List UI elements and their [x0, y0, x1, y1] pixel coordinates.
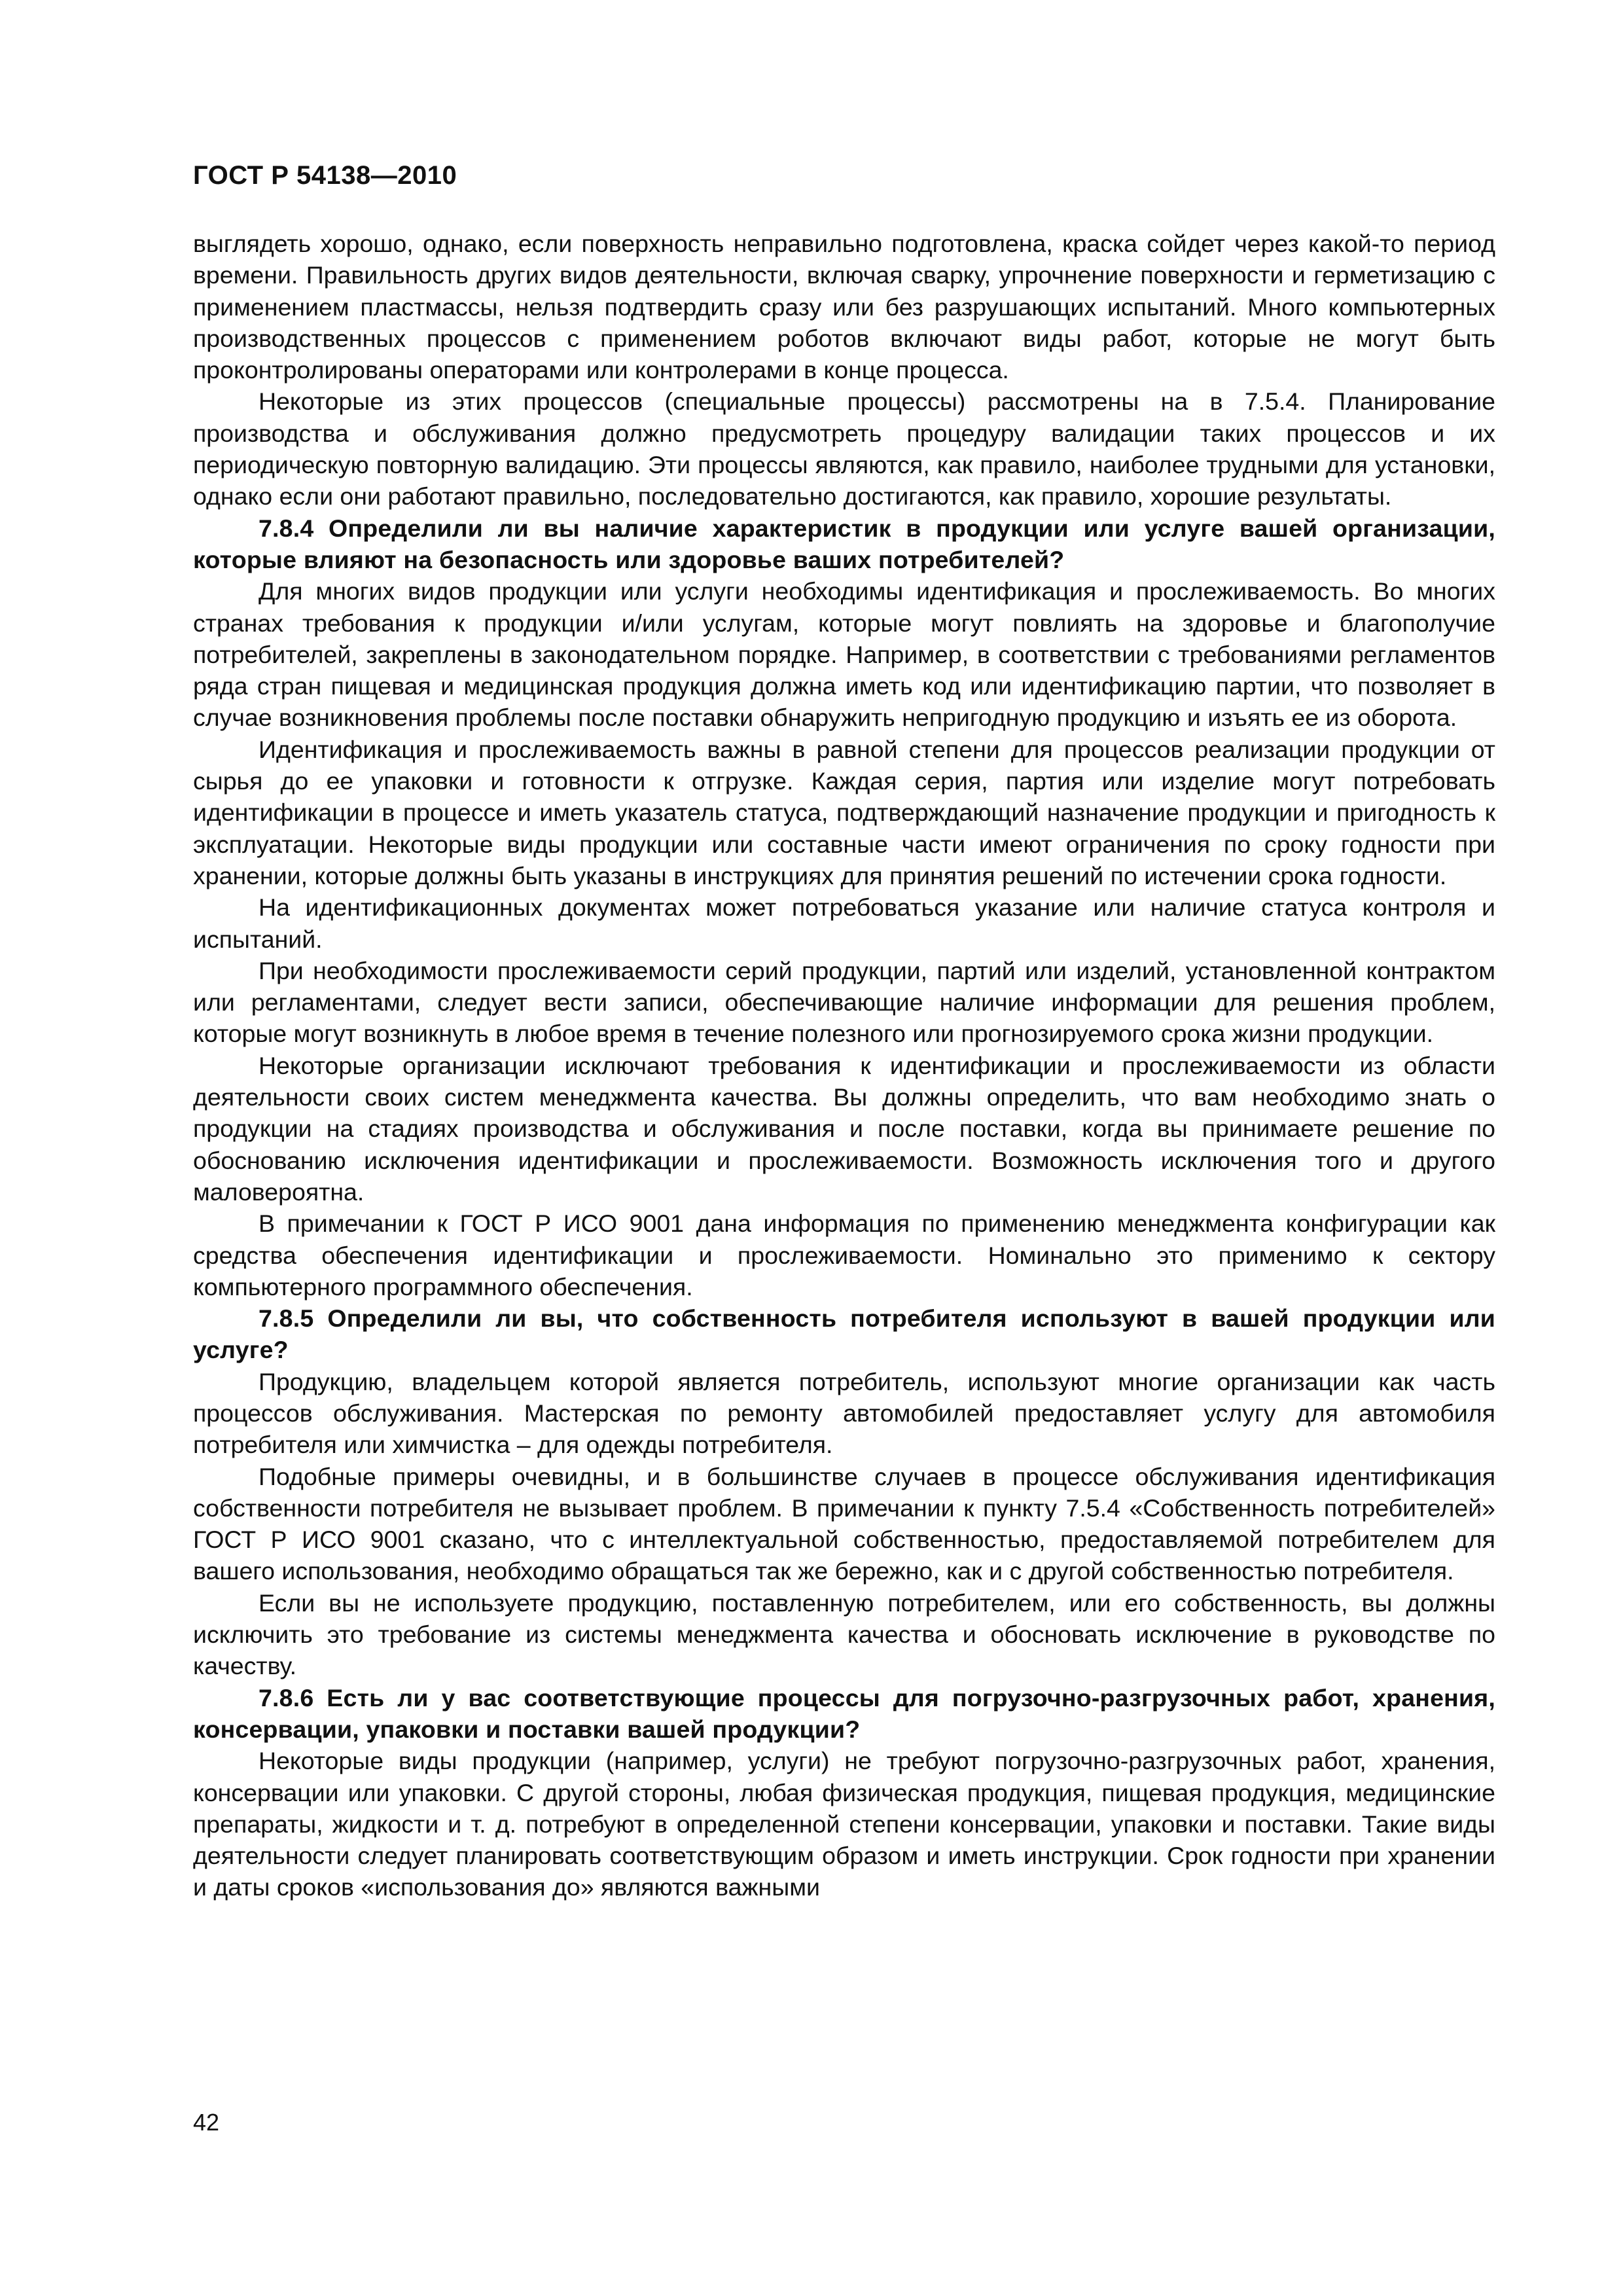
paragraph: Продукцию, владельцем которой является потребитель, используют многие организации как часть процессов обслуживания. Мастерская по ремонту автомобилей предоставляет услугу для автомобиля потребителя или химчистка – для одежды потребителя.	[193, 1367, 1495, 1459]
page-number: 42	[193, 2109, 220, 2136]
section-heading-7-8-6: 7.8.6 Есть ли у вас соответствующие процессы для погрузочно-разгрузочных работ, хранения, консервации, упаковки и поставки вашей продукции?	[193, 1683, 1495, 1743]
document-header: ГОСТ Р 54138—2010	[193, 161, 457, 190]
paragraph: При необходимости прослеживаемости серий продукции, партий или изделий, установленной контрактом или регламентами, следует вести записи, обеспечивающие наличие информации для решения проблем, которые могут возникнуть в любое время в течение полезного или прогнозируемого срока жизни продукции.	[193, 956, 1495, 1048]
paragraph: Некоторые из этих процессов (специальные процессы) рассмотрены на в 7.5.4. Планирование производства и обслуживания должно предусмотреть процедуру валидации таких процессов и их периодическую повторную валидацию. Эти процессы являются, как правило, наиболее трудными для установки, однако если они работают правильно, последовательно достигаются, как правило, хорошие результаты.	[193, 387, 1495, 511]
paragraph: Некоторые организации исключают требования к идентификации и прослеживаемости из области деятельности своих систем менеджмента качества. Вы должны определить, что вам необходимо знать о продукции на стадиях производства и обслуживания и после поставки, когда вы принимаете решение по обоснованию исключения идентификации и прослеживаемости. Возможность исключения того и другого маловероятна.	[193, 1051, 1495, 1206]
document-body	[193, 228, 1495, 1903]
paragraph: Для многих видов продукции или услуги необходимы идентификация и прослеживаемость. Во многих странах требования к продукции и/или услугам, которые могут повлиять на здоровье и благополучие потребителей, закреплены в законодательном порядке. Например, в соответствии с требованиями регламентов ряда стран пищевая и медицинская продукция должна иметь код или идентификацию партии, что позволяет в случае возникновения проблемы после поставки обнаружить непригодную продукцию и изъять ее из оборота.	[193, 577, 1495, 732]
paragraph: На идентификационных документах может потребоваться указание или наличие статуса контроля и испытаний.	[193, 893, 1495, 953]
paragraph: Идентификация и прослеживаемость важны в равной степени для процессов реализации продукции от сырья до ее упаковки и готовности к отгрузке. Каждая серия, партия или изделие могут потребовать идентификации в процессе и иметь указатель статуса, подтверждающий назначение продукции и пригодность к эксплуатации. Некоторые виды продукции или составные части имеют ограничения по сроку годности при хранении, которые должны быть указаны в инструкциях для принятия решений по истечении срока годности.	[193, 735, 1495, 889]
paragraph: Подобные примеры очевидны, и в большинстве случаев в процессе обслуживания идентификация собственности потребителя не вызывает проблем. В примечании к пункту 7.5.4 «Собственность потребителей» ГОСТ Р ИСО 9001 сказано, что с интеллектуальной собственностью, предоставляемой потребителем для вашего использования, необходимо обращаться так же бережно, как и с другой собственностью потребителя.	[193, 1462, 1495, 1585]
paragraph: Некоторые виды продукции (например, услуги) не требуют погрузочно-разгрузочных работ, хранения, консервации или упаковки. С другой стороны, любая физическая продукция, пищевая продукция, медицинские препараты, жидкости и т. д. потребуют в определенной степени консервации, упаковки и поставки. Такие виды деятельности следует планировать соответствующим образом и иметь инструкции. Срок годности при хранении и даты сроков «использования до» являются важными	[193, 1747, 1495, 1901]
paragraph: В примечании к ГОСТ Р ИСО 9001 дана информация по применению менеджмента конфигурации как средства обеспечения идентификации и прослеживаемости. Номинально это применимо к сектору компьютерного программного обеспечения.	[193, 1210, 1495, 1300]
section-heading-7-8-5: 7.8.5 Определили ли вы, что собственность потребителя используют в вашей продукции или услуге?	[193, 1304, 1495, 1364]
section-heading-7-8-4: 7.8.4 Определили ли вы наличие характеристик в продукции или услуге вашей организации, которые влияют на безопасность или здоровье ваших потребителей?	[193, 514, 1495, 573]
paragraph: выглядеть хорошо, однако, если поверхность неправильно подготовлена, краска сойдет через какой-то период времени. Правильность других видов деятельности, включая сварку, упрочнение поверхности и герметизацию с применением пластмассы, нельзя подтвердить сразу или без разрушающих испытаний. Много компьютерных производственных процессов с применением роботов включают виды работ, которые не могут быть проконтролированы операторами или контролерами в конце процесса.	[193, 230, 1495, 384]
paragraph: Если вы не используете продукцию, поставленную потребителем, или его собственность, вы должны исключить это требование из системы менеджмента качества и обосновать исключение в руководстве по качеству.	[193, 1588, 1495, 1680]
